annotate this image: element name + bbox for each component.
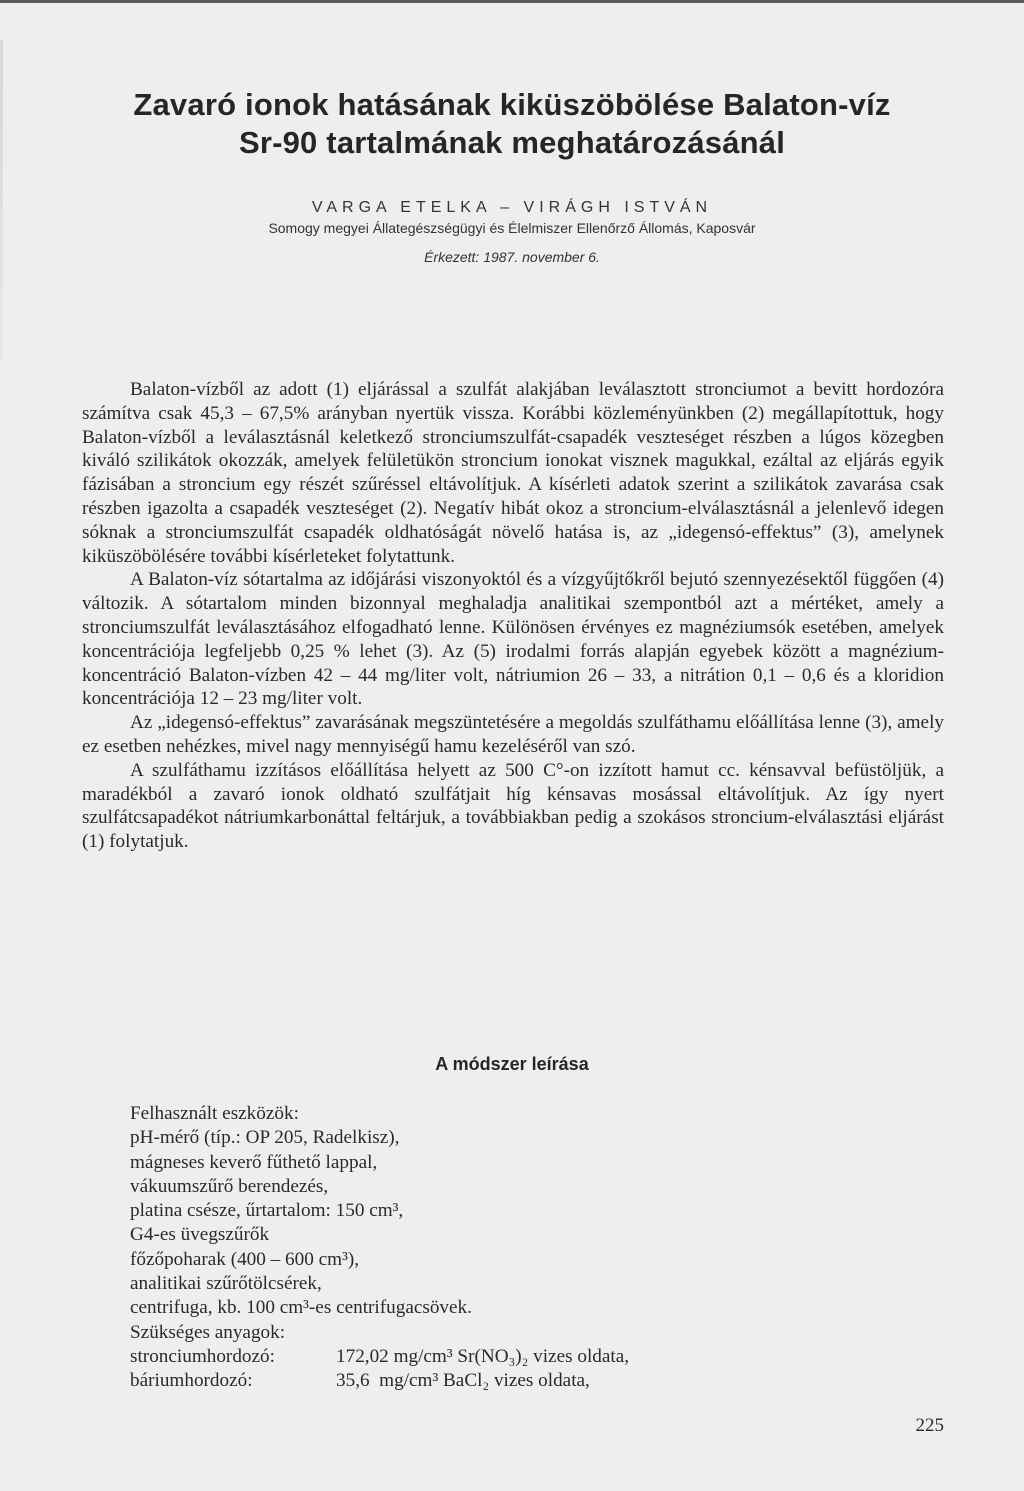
section-heading-method: A módszer leírása [435,1054,589,1074]
material-row [130,1345,850,1369]
body-paragraph-2: A Balaton-víz sótartalma az időjárási viszonyoktól és a vízgyűjtőkről bejutó szennyezésektől függően (4) változik. A sótartalom minden bizonnyal meghaladja analitikai szempontból azt a mértéket, amely a stronciumszulfát leválasztásához elfogadható lenne. Különösen érvényes ez magnéziumsók esetében, amelyek koncentrációja legfeljebb 0,25 % lehet (3). Az (5) irodalmi forrás alapján egyebek között a magnézium-koncentráció Balaton-vízben 42 – 44 mg/liter volt, nátriumion 26 – 33, a nitrátion 0,1 – 0,6 és a kloridion koncentrációja 12 – 23 mg/liter volt. [82,569,944,710]
materials-heading: Szükséges anyagok: [130,1321,286,1343]
material-value: 172,02 mg/cm³ Sr(NO₃)₂ vizes oldata, [336,1345,630,1367]
article-authors: VARGA ETELKA – VIRÁGH ISTVÁN [311,199,713,216]
article-title [60,86,964,162]
material-label: stronciumhordozó: [130,1345,275,1367]
body-paragraph-4: A szulfáthamu izzításos előállítása helyett az 500 C°-on izzított hamut cc. kénsavval befüstöljük, a maradékból a zavaró ionok oldható szulfátjait híg kénsavas mosással eltávolítjuk. Az így nyert szulfátcsapadékot nátriumkarbonáttal feltárjuk, a továbbiakban pedig a szokásos stroncium-elválasztási eljárást (1) folytatjuk. [82,759,944,853]
page-top-edge [0,0,1024,3]
material-value: 35,6 mg/cm³ BaCl₂ vizes oldata, [336,1370,590,1392]
equipment-item: G4-es üvegszűrők [130,1224,270,1246]
equipment-item: mágneses keverő fűthető lappal, [130,1151,378,1173]
equipment-item: vákuumszűrő berendezés, [130,1175,329,1197]
equipment-heading: Felhasznált eszközök: [130,1103,299,1124]
method-equipment-list [130,1102,850,1394]
material-label: báriumhordozó: [130,1370,253,1392]
page-number: 225 [915,1415,944,1436]
equipment-item: platina csésze, űrtartalom: 150 cm³, [130,1200,404,1222]
body-paragraph-1: Balaton-vízből az adott (1) eljárással a szulfát alakjában leválasztott stronciumot a bevitt hordozóra számítva csak 45,3 – 67,5% arányban nyertük vissza. Korábbi közleményünkben (2) megállapítottuk, hogy Balaton-vízből a leválasztásnál keletkező stronciumszulfát-csapadék veszteséget részben a lúgos közegben kiváló szilikátok okozzák, amelyek felületükön stroncium ionokat visznek magukkal, ezáltal az eljárás egyik fázisában a stroncium egy részét szűréssel eltávolítjuk. A kísérleti adatok szerint a szilikátok zavarása csak részben igazolta a csapadék veszteséget (2). Negatív hibát okoz a stroncium-elválasztásnál a jelenlevő idegen sóknak a stronciumszulfát csapadék oldhatóságát növelő hatása is, az „idegensó-effektus” (3), amelynek kiküszöbölésére további kísérleteket folytattunk. [82,379,944,567]
author-affiliation: Somogy megyei Állategészségügyi és Élelmiszer Ellenőrző Állomás, Kaposvár [268,220,756,236]
equipment-item: centrifuga, kb. 100 cm³-es centrifugacsövek. [130,1297,472,1319]
material-row [130,1369,850,1393]
equipment-item: pH-mérő (típ.: OP 205, Radelkisz), [130,1127,400,1149]
article-body [82,378,944,854]
page-left-edge [0,40,3,360]
title-line-1: Zavaró ionok hatásának kiküszöbölése Balaton-víz [133,87,891,122]
title-line-2: Sr-90 tartalmának meghatározásánál [238,125,786,160]
body-paragraph-3: Az „idegensó-effektus” zavarásának megszüntetésére a megoldás szulfáthamu előállítása lenne (3), amely ez esetben nehézkes, mivel nagy mennyiségű hamu kezeléséről van szó. [82,712,944,757]
equipment-item: analitikai szűrőtölcsérek, [130,1273,322,1295]
received-date: Érkezett: 1987. november 6. [424,249,600,265]
equipment-item: főzőpoharak (400 – 600 cm³), [130,1248,360,1270]
